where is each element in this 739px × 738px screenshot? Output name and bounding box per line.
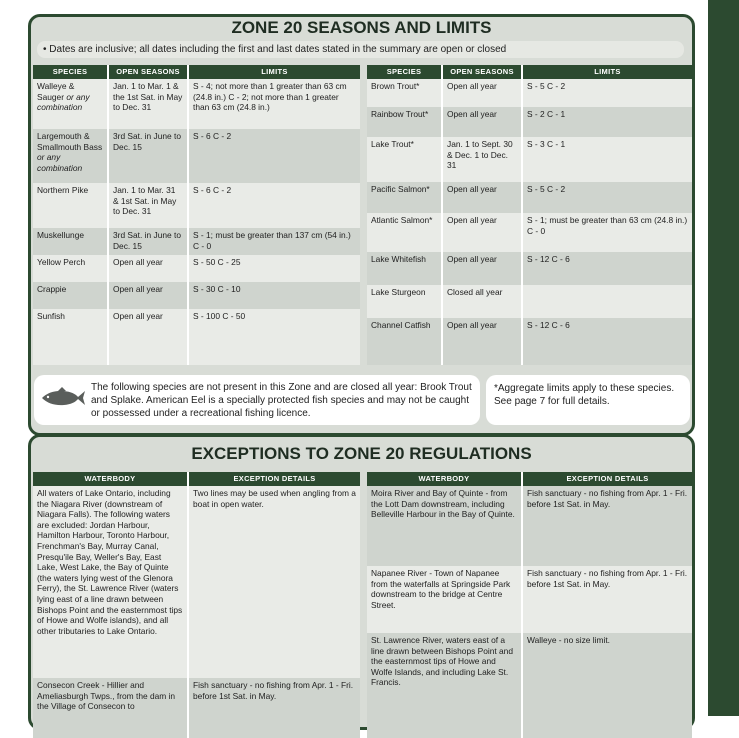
table-row [33, 255, 360, 282]
season-cell: Jan. 1 to Mar. 31 & 1st Sat. in May to Dec. 31 [109, 183, 189, 228]
limits-cell: S - 6 C - 2 [189, 129, 360, 183]
table-row [367, 137, 692, 182]
table-row [367, 318, 692, 365]
details-cell: Fish sanctuary - no fishing from Apr. 1 - Fri. before 1st Sat. in May. [189, 678, 360, 738]
limits-cell: S - 12 C - 6 [523, 318, 692, 365]
season-cell: Open all year [109, 282, 189, 309]
table-row [367, 252, 692, 285]
season-cell: Open all year [443, 182, 523, 213]
species-name: Brown Trout* [367, 79, 443, 107]
species-name: Largemouth & Smallmouth Bass [37, 131, 103, 152]
limits-cell [523, 285, 692, 318]
closed-species-note-box [34, 375, 480, 425]
waterbody-cell: Napanee River - Town of Napanee from the waterfalls at Springside Park downstream to the bridge at Centre Street. [367, 566, 523, 633]
species-name: Sunfish [33, 309, 109, 365]
limits-cell: S - 5 C - 2 [523, 182, 692, 213]
season-cell: Open all year [109, 255, 189, 282]
col-header-waterbody: WATERBODY [367, 472, 523, 486]
table-row [367, 79, 692, 107]
seasons-limits-panel [28, 14, 695, 436]
details-cell: Fish sanctuary - no fishing from Apr. 1 - Fri. before 1st Sat. in May. [523, 566, 692, 633]
table-row [367, 486, 692, 566]
limits-cell: S - 2 C - 1 [523, 107, 692, 137]
season-cell: Jan. 1 to Sept. 30 & Dec. 1 to Dec. 31 [443, 137, 523, 182]
aggregate-note-box [486, 375, 690, 425]
season-cell: Open all year [109, 309, 189, 365]
dates-note: • Dates are inclusive; all dates including the first and last dates stated in the summary are open or closed [37, 41, 684, 58]
limits-cell: S - 1; must be greater than 137 cm (54 in.) C - 0 [189, 228, 360, 255]
table-row [367, 213, 692, 252]
waterbody-cell: St. Lawrence River, waters east of a line drawn between Bishops Point and the easternmost tips of Howe and Wolfe Islands, and including Lake St. Francis. [367, 633, 523, 738]
table-row [367, 107, 692, 137]
col-header-species: SPECIES [33, 65, 109, 79]
col-header-waterbody: WATERBODY [33, 472, 189, 486]
details-cell: Fish sanctuary - no fishing from Apr. 1 - Fri. before 1st Sat. in May. [523, 486, 692, 566]
table-row [367, 566, 692, 633]
table-row [33, 183, 360, 228]
species-table-left [33, 65, 360, 365]
waterbody-cell: All waters of Lake Ontario, including the Niagara River (downstream of Niagara Falls). The following waters are excluded: Jordan Harbour, Hamilton Harbour, Toronto Harbour, Frenchman's Bay, Murray Canal, Presqu'ile Bay, Weller's Bay, East Lake, West Lake, the Bay of Quinte (the waters lying west of the Glenora Ferry), the St. Lawrence River (waters lying east of a line drawn between Bishops Point and the easternmost tips of Howe and Wolfe islands), and all other tributaries to Lake Ontario. [33, 486, 189, 678]
table-row [367, 633, 692, 738]
aggregate-note: *Aggregate limits apply to these species. See page 7 for full details. [494, 383, 675, 407]
season-cell: 3rd Sat. in June to Dec. 15 [109, 228, 189, 255]
closed-species-note: The following species are not present in this Zone and are closed all year: Brook Trout and Splake. American Eel is a specially protected fish species and may not be caught or possessed under a recreational fishing licence. [91, 382, 472, 419]
species-name: Lake Trout* [367, 137, 443, 182]
limits-cell: S - 3 C - 1 [523, 137, 692, 182]
col-header-limits: LIMITS [189, 65, 360, 79]
species-name: Walleye & Sauger [37, 81, 75, 102]
section2-title: EXCEPTIONS TO ZONE 20 REGULATIONS [191, 444, 532, 463]
season-cell: Open all year [443, 79, 523, 107]
limits-cell: S - 100 C - 50 [189, 309, 360, 365]
season-cell: Open all year [443, 213, 523, 252]
table-row [367, 182, 692, 213]
col-header-limits: LIMITS [523, 65, 692, 79]
species-name: Rainbow Trout* [367, 107, 443, 137]
table-row [367, 285, 692, 318]
species-name: Atlantic Salmon* [367, 213, 443, 252]
species-name: Muskellunge [33, 228, 109, 255]
species-name: Lake Sturgeon [367, 285, 443, 318]
season-cell: Closed all year [443, 285, 523, 318]
limits-cell: S - 6 C - 2 [189, 183, 360, 228]
species-name: Pacific Salmon* [367, 182, 443, 213]
species-name: Lake Whitefish [367, 252, 443, 285]
table-row [33, 678, 360, 738]
season-cell: Open all year [443, 107, 523, 137]
season-cell: Open all year [443, 318, 523, 365]
species-name: Channel Catfish [367, 318, 443, 365]
species-table-right [367, 65, 692, 365]
exceptions-table-right [367, 472, 692, 738]
waterbody-cell: Moira River and Bay of Quinte - from the Lott Dam downstream, including Belleville Harbour in the Bay of Quinte. [367, 486, 523, 566]
limits-cell: S - 12 C - 6 [523, 252, 692, 285]
species-name: Yellow Perch [33, 255, 109, 282]
table-row [33, 486, 360, 678]
season-cell: Jan. 1 to Mar. 1 & the 1st Sat. in May to Dec. 31 [109, 79, 189, 129]
table-row [33, 129, 360, 183]
col-header-open-seasons: OPEN SEASONS [109, 65, 189, 79]
limits-cell: S - 5 C - 2 [523, 79, 692, 107]
limits-cell: S - 4; not more than 1 greater than 63 cm (24.8 in.) C - 2; not more than 1 greater than 63 cm (24.8 in.) [189, 79, 360, 129]
details-cell: Two lines may be used when angling from a boat in open water. [189, 486, 360, 678]
species-name: Crappie [33, 282, 109, 309]
season-cell: Open all year [443, 252, 523, 285]
table-row [33, 309, 360, 365]
exceptions-panel [28, 434, 695, 730]
species-note: or any combination [37, 91, 90, 113]
season-cell: 3rd Sat. in June to Dec. 15 [109, 129, 189, 183]
waterbody-cell: Consecon Creek - Hillier and Ameliasburgh Twps., from the dam in the Village of Consecon to [33, 678, 189, 738]
fish-icon [40, 387, 86, 409]
table-row [33, 228, 360, 255]
species-note: or any combination [37, 152, 83, 173]
col-header-exception-details: EXCEPTION DETAILS [523, 472, 692, 486]
col-header-species: SPECIES [367, 65, 443, 79]
exceptions-table-left [33, 472, 360, 738]
col-header-exception-details: EXCEPTION DETAILS [189, 472, 360, 486]
limits-cell: S - 30 C - 10 [189, 282, 360, 309]
limits-cell: S - 50 C - 25 [189, 255, 360, 282]
details-cell: Walleye - no size limit. [523, 633, 692, 738]
table-row [33, 282, 360, 309]
table-row [33, 79, 360, 129]
right-sidebar-band [708, 0, 739, 716]
species-name: Northern Pike [33, 183, 109, 228]
col-header-open-seasons: OPEN SEASONS [443, 65, 523, 79]
section1-title: ZONE 20 SEASONS AND LIMITS [231, 18, 492, 37]
limits-cell: S - 1; must be greater than 63 cm (24.8 in.) C - 0 [523, 213, 692, 252]
